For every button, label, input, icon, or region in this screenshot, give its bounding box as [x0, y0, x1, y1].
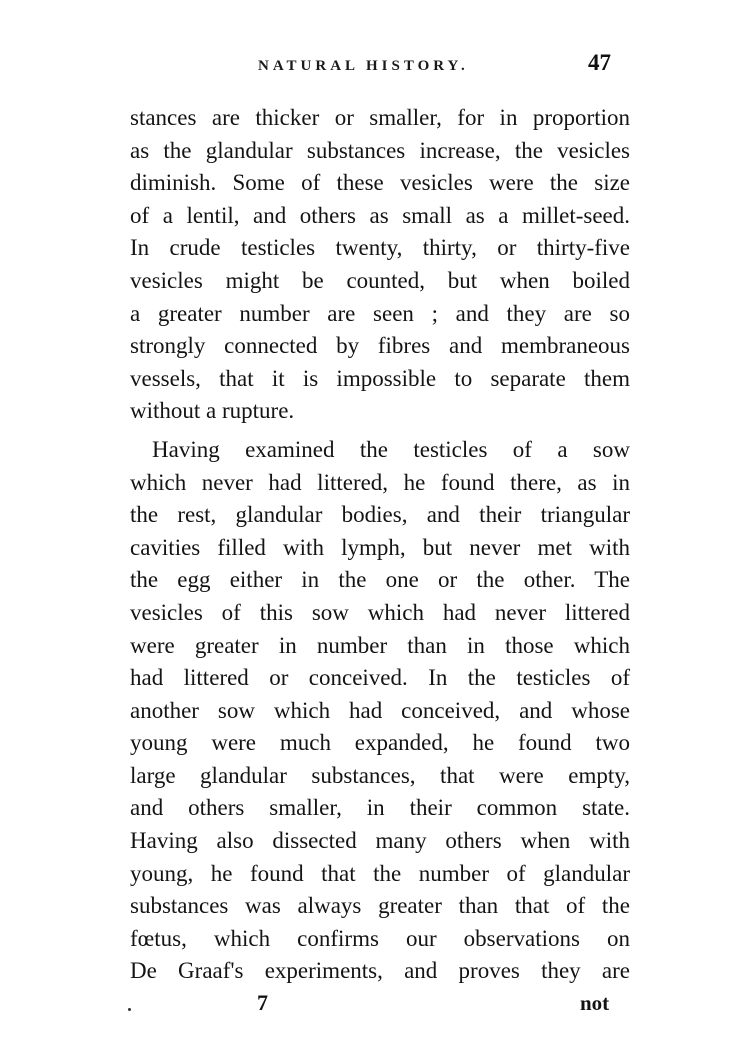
- text-line: young, he found that the number of glandular: [130, 860, 630, 886]
- text-line: vesicles of this sow which had never littered: [130, 599, 630, 625]
- ink-speck: [128, 1008, 131, 1011]
- text-line: had littered or conceived. In the testicles of: [130, 665, 630, 691]
- text-line: the egg either in the one or the other. The: [130, 567, 630, 593]
- text-line: as the glandular substances increase, the vesicles: [130, 137, 630, 163]
- text-line: diminish. Some of these vesicles were the size: [130, 170, 630, 196]
- text-line: large glandular substances, that were empty,: [130, 762, 630, 788]
- text-line: cavities filled with lymph, but never met with: [130, 534, 630, 560]
- page-number: 47: [588, 50, 611, 75]
- text-line: a greater number are seen ; and they are so: [130, 300, 630, 326]
- text-line: without a rupture.: [130, 398, 295, 424]
- text-line: strongly connected by fibres and membraneous: [130, 333, 630, 359]
- body-text: [130, 102, 630, 988]
- text-line: of a lentil, and others as small as a millet-seed.: [130, 202, 630, 228]
- paragraph-2: [130, 434, 630, 988]
- text-line: Having examined the testicles of a sow: [152, 436, 630, 462]
- text-line: which never had littered, he found there, as in: [130, 469, 630, 495]
- text-line: young were much expanded, he found two: [130, 730, 630, 756]
- text-line: vessels, that it is impossible to separate them: [130, 365, 630, 391]
- text-line: another sow which had conceived, and whose: [130, 697, 630, 723]
- text-line: De Graaf's experiments, and proves they are: [130, 958, 630, 984]
- text-line: the rest, glandular bodies, and their triangular: [130, 502, 630, 528]
- text-line: were greater in number than in those which: [130, 632, 630, 658]
- signature-mark: 7: [257, 990, 268, 1015]
- text-line: substances was always greater than that of the: [130, 893, 630, 919]
- paragraph-1: [130, 102, 630, 428]
- running-head: NATURAL HISTORY.: [258, 58, 469, 74]
- text-line: fœtus, which confirms our observations on: [130, 925, 630, 951]
- text-line: stances are thicker or smaller, for in proportion: [130, 105, 630, 130]
- text-line: and others smaller, in their common state.: [130, 795, 630, 821]
- catchword: not: [580, 991, 610, 1015]
- text-line: In crude testicles twenty, thirty, or thirty-five: [130, 235, 630, 261]
- text-line: Having also dissected many others when with: [130, 828, 630, 854]
- text-line: vesicles might be counted, but when boiled: [130, 267, 630, 293]
